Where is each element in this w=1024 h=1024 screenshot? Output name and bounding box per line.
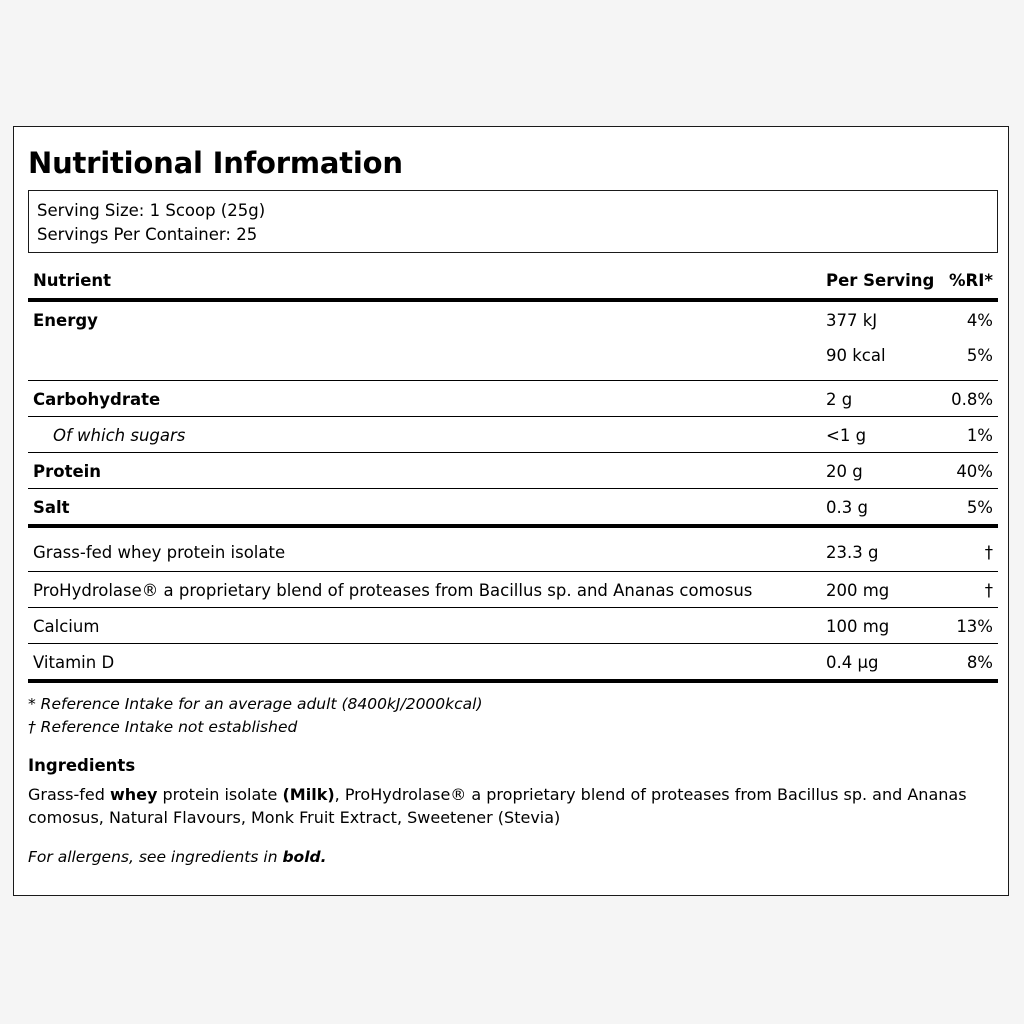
table-row-vitamin-d xyxy=(28,644,998,683)
table-row-protein xyxy=(28,453,998,489)
per-serving-value: 20 g xyxy=(826,462,863,481)
energy-kcal-ri: 5% xyxy=(966,346,993,365)
energy-kcal: 90 kcal xyxy=(826,346,886,365)
ri-value: 5% xyxy=(966,498,993,517)
nutrient-name: Energy xyxy=(33,311,98,330)
ri-value: 13% xyxy=(956,617,993,636)
table-header-row xyxy=(28,266,998,302)
allergen-note-bold: bold. xyxy=(282,848,327,866)
ri-value: † xyxy=(984,543,993,562)
header-per-serving: Per Serving xyxy=(826,271,935,290)
per-serving-value: 2 g xyxy=(826,390,853,409)
per-serving-value: 100 mg xyxy=(826,617,890,636)
ingredients-title: Ingredients xyxy=(28,756,136,775)
table-row-salt xyxy=(28,489,998,528)
nutrient-name: Of which sugars xyxy=(53,426,186,445)
ingredients-part: Grass-fed xyxy=(28,785,110,804)
footnote-ri: * Reference Intake for an average adult (8400kJ/2000kcal) xyxy=(28,695,483,713)
allergen-note xyxy=(28,846,327,868)
footnote-not-established: † Reference Intake not established xyxy=(28,718,298,736)
ri-value: 1% xyxy=(966,426,993,445)
per-serving-value: 200 mg xyxy=(826,581,890,600)
serving-info-box xyxy=(28,190,998,253)
table-row-prohydrolase xyxy=(28,572,998,608)
table-row-carbohydrate xyxy=(28,381,998,417)
per-serving-value: 0.4 µg xyxy=(826,653,879,672)
ingredient-name: Calcium xyxy=(33,617,100,636)
header-ri: %RI* xyxy=(948,271,993,290)
header-nutrient: Nutrient xyxy=(33,271,112,290)
allergen-milk: (Milk) xyxy=(282,785,335,804)
nutrient-name: Protein xyxy=(33,462,102,481)
ingredient-name: ProHydrolase® a proprietary blend of proteases from Bacillus sp. and Ananas comosus xyxy=(33,581,753,600)
ingredients-text xyxy=(28,783,988,829)
table-row-calcium xyxy=(28,608,998,644)
footnotes xyxy=(28,693,483,739)
per-serving-value: 23.3 g xyxy=(826,543,879,562)
nutrient-name: Carbohydrate xyxy=(33,390,161,409)
allergen-note-text: For allergens, see ingredients in xyxy=(28,848,283,866)
ingredient-name: Grass-fed whey protein isolate xyxy=(33,543,286,562)
ri-value: † xyxy=(984,581,993,600)
ingredients-part: , ProHydrolase® a proprietary blend of proteases from Bacillus sp. and Ananas comosus, Natural Flavours, Monk Fruit Extract, Sweetener (Stevia) xyxy=(28,785,967,827)
serving-size: Serving Size: 1 Scoop (25g) xyxy=(37,201,266,220)
ingredients-part: protein isolate xyxy=(157,785,283,804)
table-row-whey xyxy=(28,528,998,572)
per-serving-value: 0.3 g xyxy=(826,498,868,517)
page-title: Nutritional Information xyxy=(28,146,403,180)
ri-value: 8% xyxy=(966,653,993,672)
nutrient-name: Salt xyxy=(33,498,70,517)
allergen-whey: whey xyxy=(109,785,158,804)
table-row-sugars xyxy=(28,417,998,453)
ri-value: 0.8% xyxy=(951,390,993,409)
nutrition-table xyxy=(28,266,998,683)
ingredient-name: Vitamin D xyxy=(33,653,115,672)
ri-value: 40% xyxy=(956,462,993,481)
per-serving-value: <1 g xyxy=(826,426,867,445)
nutrition-panel xyxy=(13,126,1009,896)
energy-kj-ri: 4% xyxy=(966,311,993,330)
servings-per-container: Servings Per Container: 25 xyxy=(37,225,258,244)
energy-kj: 377 kJ xyxy=(826,311,878,330)
table-row-energy xyxy=(28,302,998,381)
